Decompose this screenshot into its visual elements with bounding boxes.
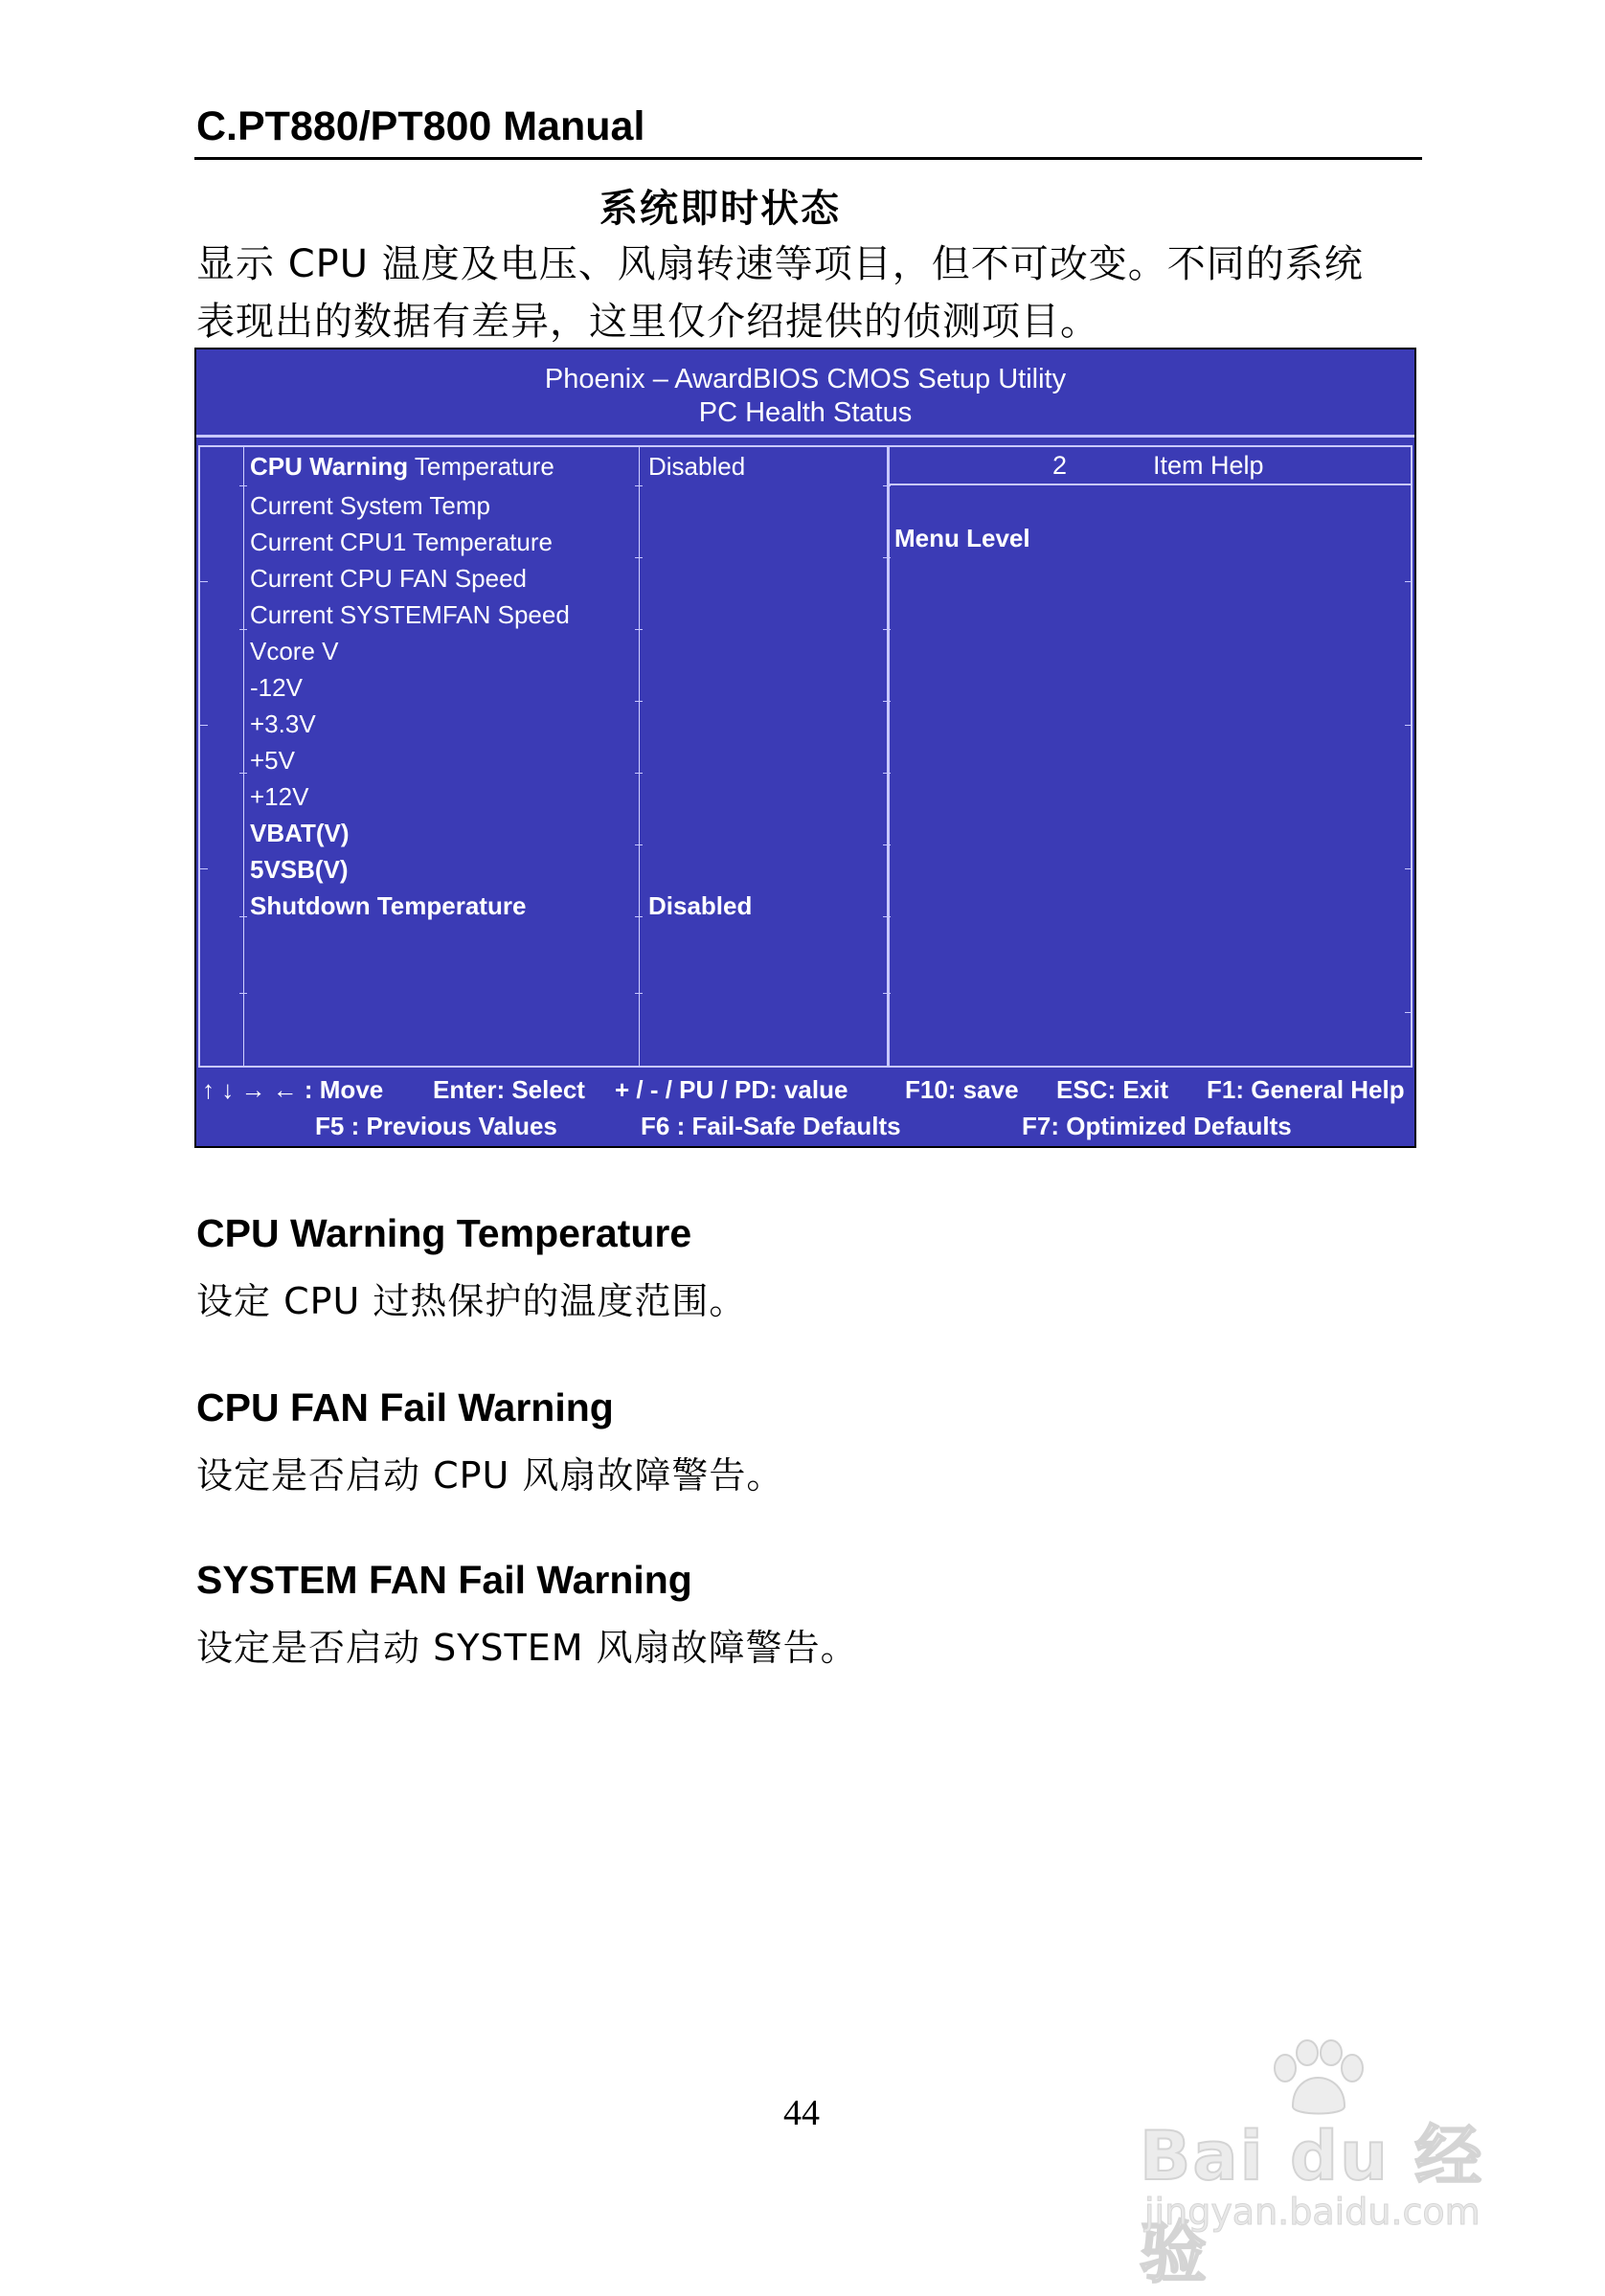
tick-mark bbox=[883, 773, 891, 774]
page-number: 44 bbox=[783, 2093, 820, 2133]
menu-level: Menu Level bbox=[894, 524, 1030, 552]
setting-item[interactable]: Current CPU FAN Speed bbox=[250, 564, 528, 593]
help-header bbox=[890, 447, 1411, 485]
help-title: Item Help bbox=[1153, 451, 1264, 480]
values-column bbox=[639, 447, 889, 1066]
setting-item[interactable]: Vcore V bbox=[250, 637, 339, 665]
intro-text bbox=[196, 236, 1432, 350]
setting-item[interactable]: Current CPU1 Temperature bbox=[250, 528, 553, 556]
key-f5: F5 : Previous Values bbox=[315, 1112, 557, 1140]
tick-mark bbox=[200, 868, 208, 869]
key-move: ↑ ↓ → ← : Move bbox=[202, 1075, 384, 1104]
setting-item[interactable]: VBAT(V) bbox=[250, 819, 350, 847]
manual-title: C.PT880/PT800 Manual bbox=[196, 103, 645, 149]
key-exit: ESC: Exit bbox=[1056, 1075, 1169, 1104]
tick-mark bbox=[883, 629, 891, 630]
tick-mark bbox=[239, 629, 247, 630]
title-rule bbox=[194, 157, 1422, 160]
tick-mark bbox=[239, 993, 247, 994]
tick-mark bbox=[200, 725, 208, 726]
tick-mark bbox=[635, 557, 643, 558]
setting-label-tail: Temperature bbox=[408, 452, 554, 481]
setting-shutdown-temperature[interactable]: Shutdown Temperature bbox=[250, 891, 527, 920]
setting-item[interactable]: +3.3V bbox=[250, 709, 316, 738]
tick-mark bbox=[883, 844, 891, 845]
bios-subtitle: PC Health Status bbox=[698, 397, 913, 428]
tick-mark bbox=[239, 916, 247, 917]
setting-item[interactable]: Current SYSTEMFAN Speed bbox=[250, 600, 570, 629]
tick-mark bbox=[1405, 868, 1413, 869]
tick-mark bbox=[883, 701, 891, 702]
tick-mark bbox=[883, 485, 891, 486]
intro-line: 显示 CPU 温度及电压、风扇转速等项目，但不可改变。不同的系统 bbox=[196, 242, 1364, 286]
tick-mark bbox=[883, 557, 891, 558]
setting-value[interactable]: Disabled bbox=[648, 891, 753, 920]
intro-line: 表现出的数据有差异，这里仅介绍提供的侦测项目。 bbox=[196, 300, 1099, 344]
desc-text-cpu-fan-fail-warning: 设定是否启动 CPU 风扇故障警告。 bbox=[196, 1454, 784, 1497]
key-f7: F7: Optimized Defaults bbox=[1022, 1112, 1292, 1140]
setting-item[interactable]: 5VSB(V) bbox=[250, 855, 349, 884]
watermark-url: jingyan.baidu.com bbox=[1144, 2191, 1481, 2233]
section-title: 系统即时状态 bbox=[599, 187, 841, 231]
tick-mark bbox=[635, 993, 643, 994]
tick-mark bbox=[883, 916, 891, 917]
key-save: F10: save bbox=[905, 1075, 1019, 1104]
setting-item[interactable]: Current System Temp bbox=[250, 491, 490, 520]
baidu-watermark bbox=[1140, 2039, 1523, 2292]
desc-text-system-fan-fail-warning: 设定是否启动 SYSTEM 风扇故障警告。 bbox=[196, 1627, 858, 1669]
bios-header bbox=[196, 349, 1414, 438]
desc-title-cpu-fan-fail-warning: CPU FAN Fail Warning bbox=[196, 1385, 614, 1429]
tick-mark bbox=[883, 993, 891, 994]
key-help: F1: General Help bbox=[1207, 1075, 1405, 1104]
key-value: + / - / PU / PD: value bbox=[615, 1075, 848, 1104]
key-enter: Enter: Select bbox=[433, 1075, 585, 1104]
tick-mark bbox=[239, 773, 247, 774]
desc-text-cpu-warning-temperature: 设定 CPU 过热保护的温度范围。 bbox=[196, 1280, 747, 1322]
desc-title-system-fan-fail-warning: SYSTEM FAN Fail Warning bbox=[196, 1558, 692, 1602]
setting-item[interactable]: +12V bbox=[250, 782, 309, 811]
setting-value[interactable]: Disabled bbox=[648, 452, 746, 481]
tick-mark bbox=[1405, 725, 1413, 726]
tick-mark bbox=[635, 844, 643, 845]
desc-title-cpu-warning-temperature: CPU Warning Temperature bbox=[196, 1211, 692, 1255]
bios-footer bbox=[196, 1069, 1414, 1146]
tick-mark bbox=[635, 485, 643, 486]
bios-body bbox=[198, 445, 1413, 1068]
setting-item[interactable]: +5V bbox=[250, 746, 295, 775]
tick-mark bbox=[635, 773, 643, 774]
tick-mark bbox=[635, 629, 643, 630]
tick-mark bbox=[1405, 1012, 1413, 1013]
tick-mark bbox=[239, 485, 247, 486]
watermark-logo: Bai du 经验 bbox=[1140, 2117, 1484, 2292]
tick-mark bbox=[200, 581, 208, 582]
setting-cpu-warning-temperature[interactable]: CPU Warning Temperature bbox=[250, 452, 554, 481]
setting-item[interactable]: -12V bbox=[250, 673, 303, 702]
tick-mark bbox=[635, 701, 643, 702]
help-number: 2 bbox=[1052, 451, 1068, 480]
tick-mark bbox=[1405, 581, 1413, 582]
bios-screen bbox=[194, 348, 1416, 1148]
bios-title: Phoenix – AwardBIOS CMOS Setup Utility bbox=[544, 364, 1067, 394]
tick-mark bbox=[635, 916, 643, 917]
key-f6: F6 : Fail-Safe Defaults bbox=[641, 1112, 901, 1140]
